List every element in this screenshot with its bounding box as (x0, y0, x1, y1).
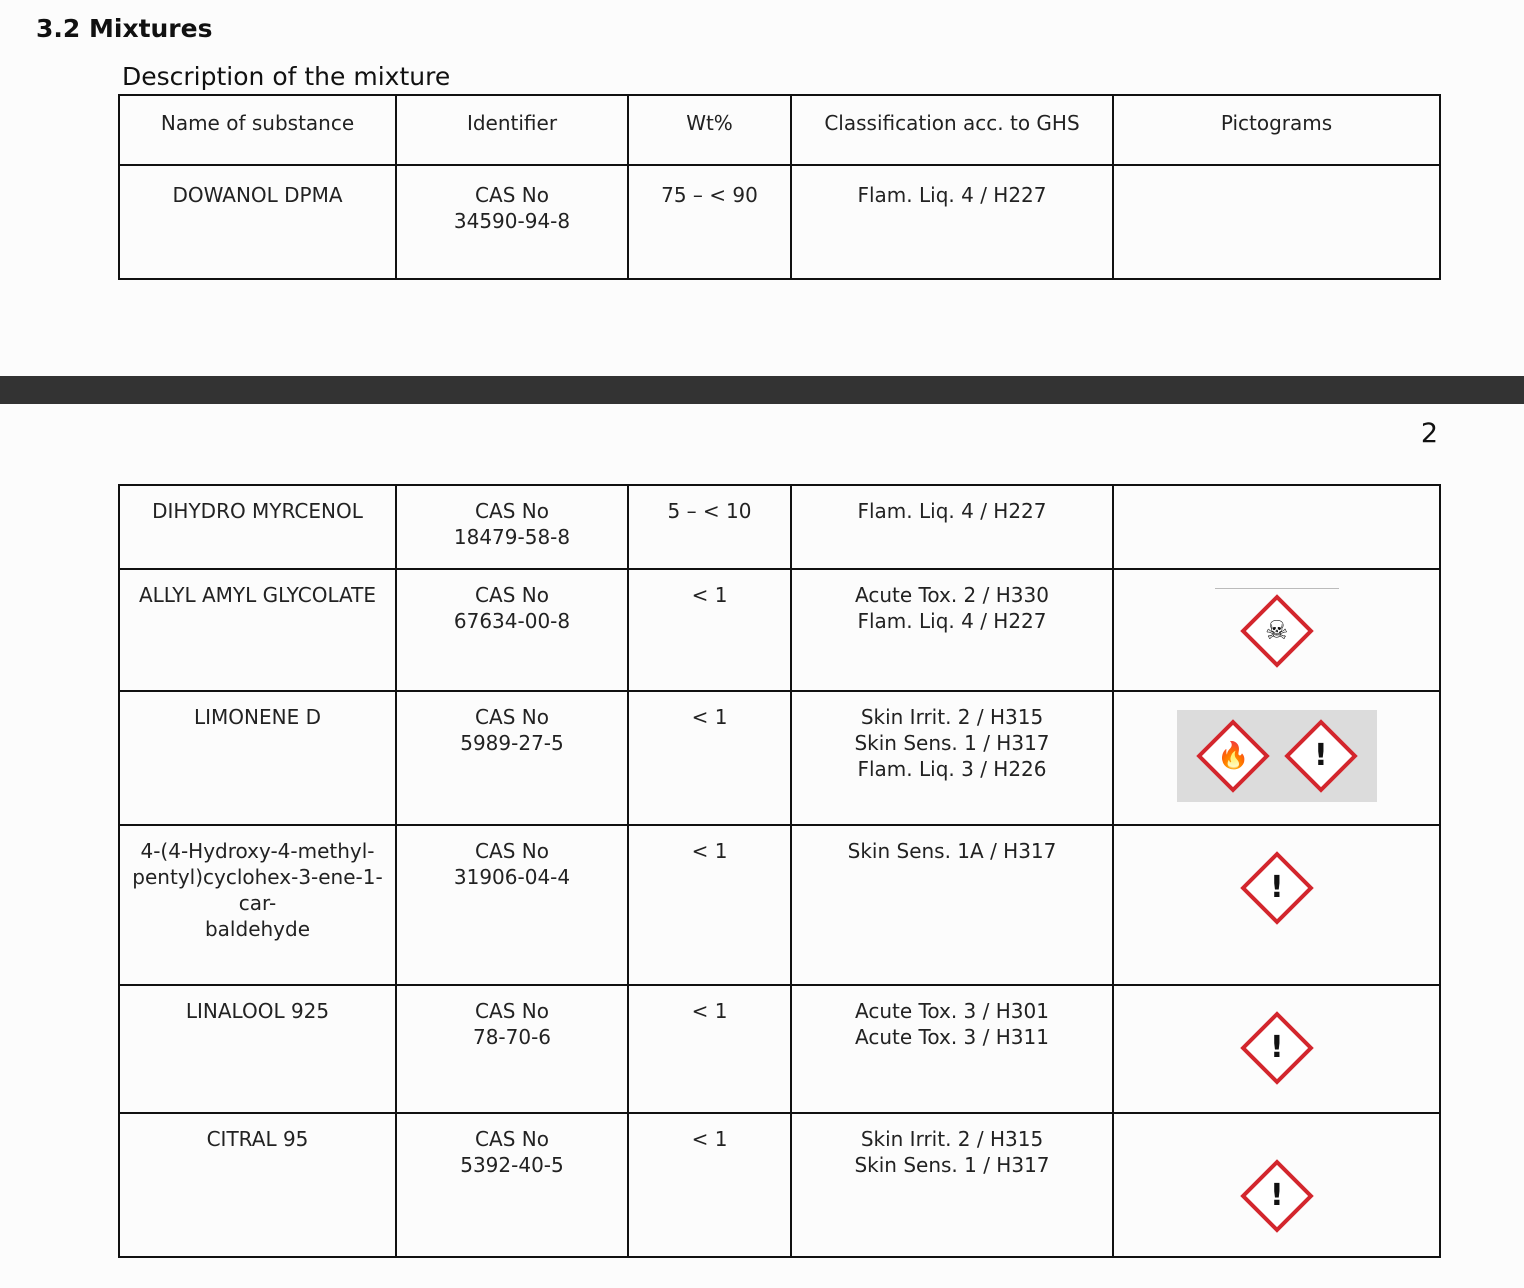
substance-identifier: CAS No 67634-00-8 (396, 569, 628, 691)
substance-wt: < 1 (628, 825, 791, 985)
substance-name: 4-(4-Hydroxy-4-methyl- pentyl)cyclohex-3-ene-1- car- baldehyde (119, 825, 396, 985)
substance-wt: < 1 (628, 569, 791, 691)
substance-classification: Skin Irrit. 2 / H315 Skin Sens. 1 / H317 Flam. Liq. 3 / H226 (791, 691, 1113, 825)
pictogram-group (1122, 1170, 1431, 1222)
substance-classification: Skin Irrit. 2 / H315 Skin Sens. 1 / H317 (791, 1113, 1113, 1257)
substance-wt: < 1 (628, 691, 791, 825)
mixture-table-part-2 (118, 484, 1441, 1258)
exclamation-icon: ! (1240, 1159, 1314, 1233)
substance-name: CITRAL 95 (119, 1113, 396, 1257)
pictogram-group (1177, 710, 1377, 802)
table-row (119, 825, 1440, 985)
substance-wt: 75 – < 90 (628, 165, 791, 279)
pictogram-rule (1215, 588, 1339, 589)
header-name: Name of substance (119, 95, 396, 165)
pictogram-group (1122, 605, 1431, 657)
page-divider (0, 376, 1524, 404)
mixture-description-title: Description of the mixture (122, 62, 451, 91)
mixture-table-part-1 (118, 94, 1441, 280)
exclamation-icon: ! (1240, 851, 1314, 925)
substance-name: LIMONENE D (119, 691, 396, 825)
substance-name: LINALOOL 925 (119, 985, 396, 1113)
substance-pictograms (1113, 985, 1440, 1113)
substance-identifier: CAS No 34590-94-8 (396, 165, 628, 279)
table-header-row (119, 95, 1440, 165)
substance-name: ALLYL AMYL GLYCOLATE (119, 569, 396, 691)
table-row (119, 985, 1440, 1113)
substance-classification: Acute Tox. 2 / H330 Flam. Liq. 4 / H227 (791, 569, 1113, 691)
substance-classification: Flam. Liq. 4 / H227 (791, 485, 1113, 569)
pictogram-group (1122, 1022, 1431, 1074)
substance-classification: Flam. Liq. 4 / H227 (791, 165, 1113, 279)
substance-name: DOWANOL DPMA (119, 165, 396, 279)
table-row (119, 569, 1440, 691)
substance-identifier: CAS No 78-70-6 (396, 985, 628, 1113)
substance-pictograms (1113, 825, 1440, 985)
exclamation-icon: ! (1284, 719, 1358, 793)
substance-name: DIHYDRO MYRCENOL (119, 485, 396, 569)
exclamation-icon: ! (1240, 1011, 1314, 1085)
header-wt: Wt% (628, 95, 791, 165)
substance-pictograms (1113, 1113, 1440, 1257)
substance-pictograms (1113, 691, 1440, 825)
substance-identifier: CAS No 5989-27-5 (396, 691, 628, 825)
substance-wt: 5 – < 10 (628, 485, 791, 569)
flame-icon: 🔥 (1196, 719, 1270, 793)
substance-pictograms (1113, 485, 1440, 569)
table-row (119, 1113, 1440, 1257)
substance-wt: < 1 (628, 1113, 791, 1257)
substance-wt: < 1 (628, 985, 791, 1113)
header-identifier: Identifier (396, 95, 628, 165)
substance-pictograms (1113, 569, 1440, 691)
table-row (119, 165, 1440, 279)
substance-pictograms (1113, 165, 1440, 279)
page-number: 2 (1420, 418, 1438, 449)
substance-classification: Skin Sens. 1A / H317 (791, 825, 1113, 985)
section-title: 3.2 Mixtures (36, 14, 213, 43)
header-classification: Classification acc. to GHS (791, 95, 1113, 165)
table-row (119, 691, 1440, 825)
substance-identifier: CAS No 31906-04-4 (396, 825, 628, 985)
substance-identifier: CAS No 5392-40-5 (396, 1113, 628, 1257)
pictogram-group (1122, 862, 1431, 914)
skull-crossbones-icon: ☠ (1240, 594, 1314, 668)
header-pictograms: Pictograms (1113, 95, 1440, 165)
table-row (119, 485, 1440, 569)
substance-identifier: CAS No 18479-58-8 (396, 485, 628, 569)
substance-classification: Acute Tox. 3 / H301 Acute Tox. 3 / H311 (791, 985, 1113, 1113)
